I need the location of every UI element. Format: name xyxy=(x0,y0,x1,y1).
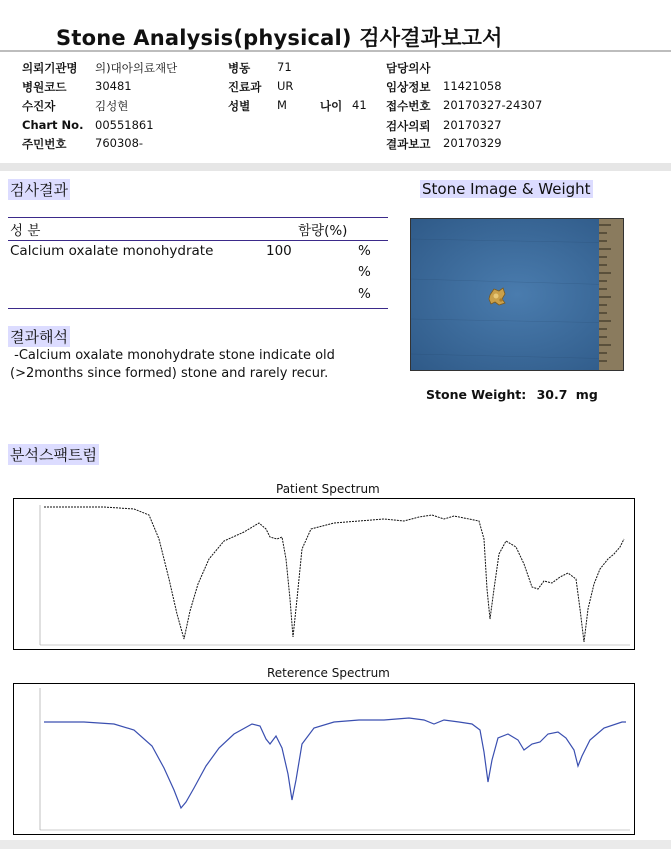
ward-value: 71 xyxy=(277,60,292,74)
resident-no-label: 주민번호 xyxy=(22,137,67,151)
patient-spectrum-plot xyxy=(13,498,635,650)
component-column-header: 성 분 xyxy=(10,223,41,239)
stone-weight-unit: mg xyxy=(575,387,598,402)
age-value: 41 xyxy=(352,98,367,112)
hospital-code-value: 30481 xyxy=(95,79,132,93)
results-rule-top xyxy=(8,217,388,218)
patient-name-label: 수진자 xyxy=(22,99,56,113)
interpretation-line-2: (>2months since formed) stone and rarely recur. xyxy=(10,366,329,381)
reference-spectrum-plot xyxy=(13,683,635,835)
reference-spectrum-title: Reterence Spectrum xyxy=(267,666,390,680)
accession-no-label: 접수번호 xyxy=(386,99,431,113)
sex-value: M xyxy=(277,98,287,112)
department-value: UR xyxy=(277,79,294,93)
clinical-info-value: 11421058 xyxy=(443,79,502,93)
accession-no-value: 20170327-24307 xyxy=(443,98,543,112)
chart-no-label: Chart No. xyxy=(22,118,84,132)
result-value: 100 xyxy=(266,243,292,259)
stone-photo-graphic xyxy=(411,219,623,370)
patient-spectrum-graphic xyxy=(14,499,634,649)
patient-spectrum-title: Patient Spectrum xyxy=(276,482,380,496)
report-date-value: 20170329 xyxy=(443,136,502,150)
requester-label: 의뢰기관명 xyxy=(22,61,78,75)
result-unit: % xyxy=(358,264,371,280)
stone-weight xyxy=(426,387,598,402)
results-rule-bottom xyxy=(8,308,388,309)
spectrum-heading: 분석스팩트럼 xyxy=(10,446,97,464)
results-rule-header xyxy=(8,240,388,241)
hospital-code-label: 병원코드 xyxy=(22,80,67,94)
header-divider-top xyxy=(0,50,671,52)
resident-no-value: 760308- xyxy=(95,136,144,150)
patient-spectrum-line xyxy=(44,507,624,642)
reference-spectrum-line xyxy=(44,718,626,808)
result-component: Calcium oxalate monohydrate xyxy=(10,243,214,259)
interpretation-line-1: -Calcium oxalate monohydrate stone indicate old xyxy=(10,348,335,363)
age-label: 나이 xyxy=(320,99,343,113)
stone-heading: Stone Image & Weight xyxy=(422,180,591,198)
ward-label: 병동 xyxy=(228,61,251,75)
reference-spectrum-graphic xyxy=(14,684,634,834)
stone-weight-label: Stone Weight: xyxy=(426,387,527,402)
report-date-label: 결과보고 xyxy=(386,137,431,151)
interpretation-heading: 결과해석 xyxy=(10,328,68,346)
stone-weight-value: 30.7 xyxy=(536,387,568,402)
result-unit: % xyxy=(358,286,371,302)
request-date-label: 검사의뢰 xyxy=(386,119,431,133)
page-footer-band xyxy=(0,840,671,849)
department-label: 진료과 xyxy=(228,80,262,94)
page-title: Stone Analysis(physical) 검사결과보고서 xyxy=(56,26,503,50)
content-column-header: 함량(%) xyxy=(298,223,348,239)
request-date-value: 20170327 xyxy=(443,118,502,132)
physician-label: 담당의사 xyxy=(386,61,431,75)
patient-name-value: 김성현 xyxy=(95,99,129,113)
header-divider-bottom xyxy=(0,163,671,171)
requester-value: 의)대아의료재단 xyxy=(95,61,178,75)
clinical-info-label: 임상정보 xyxy=(386,80,431,94)
stone-photo xyxy=(410,218,624,371)
chart-no-value: 00551861 xyxy=(95,118,154,132)
results-heading: 검사결과 xyxy=(10,181,68,199)
sex-label: 성별 xyxy=(228,99,251,113)
result-unit: % xyxy=(358,243,371,259)
